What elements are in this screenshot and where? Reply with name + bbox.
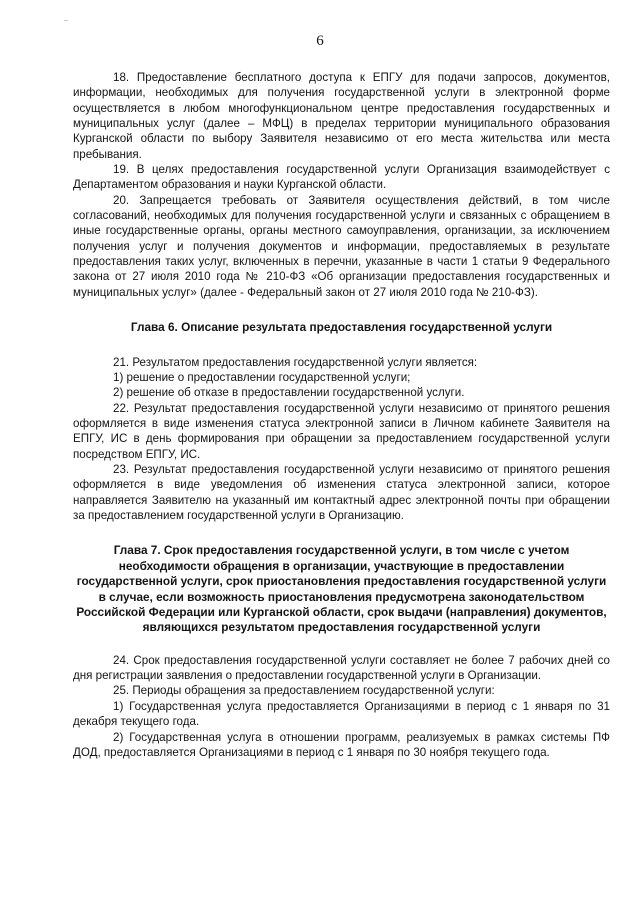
page-number: 6 — [316, 33, 324, 49]
paragraph-19: 19. В целях предоставления государственной услуги Организация взаимодействует с Департаментом образования и науки Курганской области. — [73, 163, 610, 192]
paragraph-24: 24. Срок предоставления государственной услуги составляет не более 7 рабочих дней со дня регистрации заявления о предоставлении государственной услуги в Организации. — [73, 653, 610, 683]
paragraph-25: 25. Периоды обращения за предоставлением государственной услуги: — [113, 684, 495, 698]
paragraph-25-item-2: 2) Государственная услуга в отношении программ, реализуемых в рамках системы ПФ ДОД, предоставляется Организациями в период с 1 января по 30 ноября текущего года. — [73, 730, 610, 759]
paragraph-21-item-1: 1) решение о предоставлении государственной услуги; — [113, 370, 411, 384]
paragraph-20: 20. Запрещается требовать от Заявителя осуществления действий, в том числе согласований, необходимых для получения государственной услуги и связанных с обращением в иные государственные органы, органы местного самоуправления, организации, за исключением получения услуг и получения документов и информации, предоставляемых в результате предоставления таких услуг, включенных в перечни, указанные в части 1 статьи 9 Федерального закона от 27 июля 2010 года № 210-ФЗ «Об организации предоставления государственных и муниципальных услуг» (далее - Федеральный закон от 27 июля 2010 года № 210-ФЗ). — [73, 193, 610, 299]
paragraph-21: 21. Результатом предоставления государственной услуги является: — [113, 355, 478, 369]
paragraph-25-item-1: 1) Государственная услуга предоставляется Организациями в период с 1 января по 31 декабря текущего года. — [73, 699, 610, 729]
chapter-7-heading: Глава 7. Срок предоставления государственной услуги, в том числе с учетом необходимости обращения в организации, участвующие в предоставлении государственной услуги, срок приостановления предоставления государственной услуги в случае, если возможность приостановления предусмотрена законодательством Российской Федерации или Курганской области, срок выдачи (направления) документов, являющихся результатом предоставления государственной услуги — [76, 543, 607, 635]
scan-mark — [64, 20, 68, 21]
document-body — [73, 70, 610, 760]
paragraph-21-item-2: 2) решение об отказе в предоставлении государственной услуги. — [113, 386, 465, 400]
paragraph-22: 22. Результат предоставления государственной услуги независимо от принятого решения оформляется в виде изменения статуса электронной записи в Личном кабинете Заявителя на ЕПГУ, ИС в день формирования при обращении за предоставлением государственной услуги посредством ЕПГУ, ИС. — [73, 401, 610, 461]
paragraph-23: 23. Результат предоставления государственной услуги независимо от принятого решения оформляется в виде уведомления об изменения статуса электронной записи, которое направляется Заявителю на указанный им контактный адрес электронной почты при обращении за предоставлением государственной услуги в Организацию. — [73, 462, 610, 522]
chapter-6-heading: Глава 6. Описание результата предоставления государственной услуги — [130, 320, 553, 335]
paragraph-18: 18. Предоставление бесплатного доступа к ЕПГУ для подачи запросов, документов, информации, необходимых для получения государственной услуги в электронной форме осуществляется в любом многофункциональном центре предоставления государственных и муниципальных услуг (далее – МФЦ) в пределах территории муниципального образования Курганской области по выбору Заявителя независимо от его места жительства или места пребывания. — [73, 71, 610, 161]
